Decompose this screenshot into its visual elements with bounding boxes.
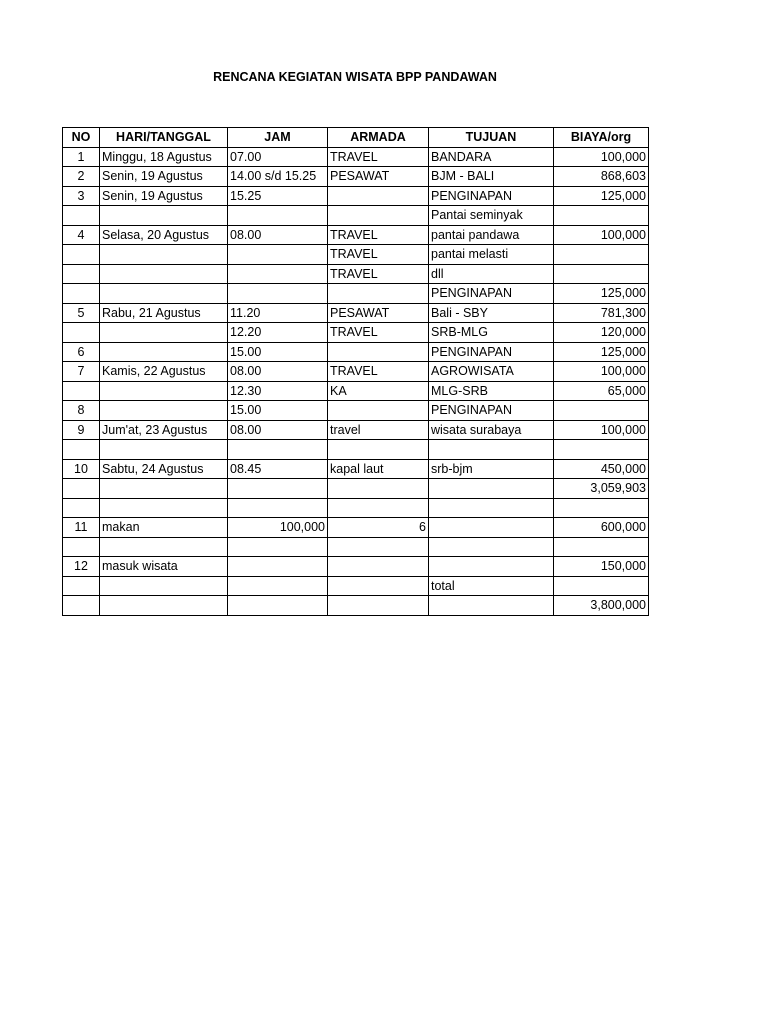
- cell-no[interactable]: 10: [63, 459, 100, 479]
- cell-no[interactable]: 8: [63, 401, 100, 421]
- cell-armada[interactable]: TRAVEL: [328, 147, 429, 167]
- cell-biaya[interactable]: 65,000: [554, 381, 649, 401]
- cell-jam[interactable]: 08.00: [228, 225, 328, 245]
- header-jam[interactable]: JAM: [228, 128, 328, 148]
- cell-no[interactable]: [63, 479, 100, 499]
- cell-biaya[interactable]: 3,059,903: [554, 479, 649, 499]
- cell-hari-tanggal[interactable]: [100, 596, 228, 616]
- cell-jam[interactable]: [228, 537, 328, 557]
- cell-hari-tanggal[interactable]: [100, 245, 228, 265]
- table-row: [63, 284, 649, 304]
- cell-armada[interactable]: TRAVEL: [328, 245, 429, 265]
- cell-hari-tanggal[interactable]: [100, 284, 228, 304]
- table-row: [63, 420, 649, 440]
- cell-armada[interactable]: KA: [328, 381, 429, 401]
- cell-tujuan[interactable]: AGROWISATA: [429, 362, 554, 382]
- cell-jam[interactable]: [228, 206, 328, 226]
- cell-hari-tanggal[interactable]: [100, 576, 228, 596]
- cell-armada[interactable]: [328, 206, 429, 226]
- cell-hari-tanggal[interactable]: masuk wisata: [100, 557, 228, 577]
- cell-no[interactable]: 12: [63, 557, 100, 577]
- cell-armada[interactable]: [328, 479, 429, 499]
- cell-tujuan[interactable]: MLG-SRB: [429, 381, 554, 401]
- cell-biaya[interactable]: 450,000: [554, 459, 649, 479]
- cell-armada[interactable]: [328, 186, 429, 206]
- table-body: [63, 147, 649, 615]
- cell-biaya[interactable]: 868,603: [554, 167, 649, 187]
- table-row: [63, 381, 649, 401]
- cell-jam[interactable]: [228, 557, 328, 577]
- cell-no[interactable]: 6: [63, 342, 100, 362]
- cell-no[interactable]: [63, 206, 100, 226]
- cell-biaya[interactable]: [554, 206, 649, 226]
- cell-armada[interactable]: TRAVEL: [328, 225, 429, 245]
- cell-hari-tanggal[interactable]: [100, 264, 228, 284]
- cell-no[interactable]: 4: [63, 225, 100, 245]
- table-row: [63, 186, 649, 206]
- cell-jam[interactable]: 15.00: [228, 342, 328, 362]
- cell-hari-tanggal[interactable]: Selasa, 20 Agustus: [100, 225, 228, 245]
- cell-no[interactable]: [63, 381, 100, 401]
- cell-tujuan[interactable]: SRB-MLG: [429, 323, 554, 343]
- cell-hari-tanggal[interactable]: [100, 206, 228, 226]
- cell-jam[interactable]: 08.00: [228, 362, 328, 382]
- table-row: [63, 167, 649, 187]
- table-row: [63, 479, 649, 499]
- cell-jam[interactable]: [228, 440, 328, 460]
- cell-biaya[interactable]: 600,000: [554, 518, 649, 538]
- cell-biaya[interactable]: 3,800,000: [554, 596, 649, 616]
- cell-hari-tanggal[interactable]: [100, 342, 228, 362]
- cell-biaya[interactable]: 100,000: [554, 147, 649, 167]
- cell-armada[interactable]: TRAVEL: [328, 264, 429, 284]
- table-row: [63, 440, 649, 460]
- cell-jam[interactable]: 11.20: [228, 303, 328, 323]
- cell-hari-tanggal[interactable]: [100, 440, 228, 460]
- cell-hari-tanggal[interactable]: [100, 537, 228, 557]
- cell-no[interactable]: [63, 576, 100, 596]
- cell-no[interactable]: 7: [63, 362, 100, 382]
- table-row: [63, 342, 649, 362]
- cell-tujuan[interactable]: PENGINAPAN: [429, 284, 554, 304]
- cell-hari-tanggal[interactable]: [100, 381, 228, 401]
- cell-tujuan[interactable]: Bali - SBY: [429, 303, 554, 323]
- cell-hari-tanggal[interactable]: makan: [100, 518, 228, 538]
- cell-hari-tanggal[interactable]: [100, 498, 228, 518]
- cell-biaya[interactable]: 100,000: [554, 362, 649, 382]
- cell-tujuan[interactable]: dll: [429, 264, 554, 284]
- cell-jam[interactable]: [228, 284, 328, 304]
- cell-jam[interactable]: [228, 479, 328, 499]
- table-row: [63, 498, 649, 518]
- cell-armada[interactable]: kapal laut: [328, 459, 429, 479]
- cell-biaya[interactable]: [554, 264, 649, 284]
- cell-biaya[interactable]: 125,000: [554, 342, 649, 362]
- cell-tujuan[interactable]: [429, 440, 554, 460]
- cell-biaya[interactable]: 150,000: [554, 557, 649, 577]
- cell-no[interactable]: [63, 537, 100, 557]
- cell-biaya[interactable]: [554, 401, 649, 421]
- header-row: [63, 128, 649, 148]
- cell-tujuan[interactable]: PENGINAPAN: [429, 401, 554, 421]
- cell-no[interactable]: 2: [63, 167, 100, 187]
- cell-armada[interactable]: TRAVEL: [328, 362, 429, 382]
- cell-armada[interactable]: [328, 596, 429, 616]
- cell-no[interactable]: 1: [63, 147, 100, 167]
- cell-biaya[interactable]: [554, 537, 649, 557]
- table-row: [63, 303, 649, 323]
- header-tujuan[interactable]: TUJUAN: [429, 128, 554, 148]
- cell-no[interactable]: 3: [63, 186, 100, 206]
- cell-jam[interactable]: 08.45: [228, 459, 328, 479]
- cell-armada[interactable]: PESAWAT: [328, 303, 429, 323]
- cell-tujuan[interactable]: srb-bjm: [429, 459, 554, 479]
- cell-tujuan[interactable]: BJM - BALI: [429, 167, 554, 187]
- cell-tujuan[interactable]: wisata surabaya: [429, 420, 554, 440]
- cell-jam[interactable]: 100,000: [228, 518, 328, 538]
- cell-jam[interactable]: 08.00: [228, 420, 328, 440]
- cell-biaya[interactable]: [554, 245, 649, 265]
- cell-jam[interactable]: [228, 596, 328, 616]
- cell-no[interactable]: 5: [63, 303, 100, 323]
- header-no[interactable]: NO: [63, 128, 100, 148]
- table-row: [63, 225, 649, 245]
- cell-jam[interactable]: [228, 498, 328, 518]
- table-row: [63, 147, 649, 167]
- cell-no[interactable]: [63, 498, 100, 518]
- cell-no[interactable]: [63, 264, 100, 284]
- header-biaya[interactable]: BIAYA/org: [554, 128, 649, 148]
- cell-no[interactable]: [63, 440, 100, 460]
- cell-tujuan[interactable]: [429, 596, 554, 616]
- cell-biaya[interactable]: 120,000: [554, 323, 649, 343]
- cell-no[interactable]: [63, 284, 100, 304]
- cell-hari-tanggal[interactable]: Rabu, 21 Agustus: [100, 303, 228, 323]
- cell-biaya[interactable]: 100,000: [554, 420, 649, 440]
- cell-jam[interactable]: 12.30: [228, 381, 328, 401]
- cell-jam[interactable]: [228, 576, 328, 596]
- cell-biaya[interactable]: 125,000: [554, 284, 649, 304]
- cell-armada[interactable]: [328, 401, 429, 421]
- table-row: [63, 362, 649, 382]
- cell-hari-tanggal[interactable]: [100, 479, 228, 499]
- table-row: [63, 537, 649, 557]
- cell-jam[interactable]: 07.00: [228, 147, 328, 167]
- cell-armada[interactable]: [328, 557, 429, 577]
- cell-tujuan[interactable]: total: [429, 576, 554, 596]
- cell-jam[interactable]: [228, 264, 328, 284]
- cell-tujuan[interactable]: [429, 479, 554, 499]
- cell-hari-tanggal[interactable]: Senin, 19 Agustus: [100, 167, 228, 187]
- cell-tujuan[interactable]: pantai pandawa: [429, 225, 554, 245]
- cell-tujuan[interactable]: PENGINAPAN: [429, 342, 554, 362]
- cell-armada[interactable]: travel: [328, 420, 429, 440]
- cell-no[interactable]: 11: [63, 518, 100, 538]
- cell-tujuan[interactable]: BANDARA: [429, 147, 554, 167]
- table-row: [63, 596, 649, 616]
- cell-hari-tanggal[interactable]: Senin, 19 Agustus: [100, 186, 228, 206]
- cell-jam[interactable]: 15.00: [228, 401, 328, 421]
- cell-armada[interactable]: [328, 498, 429, 518]
- cell-armada[interactable]: [328, 342, 429, 362]
- cell-hari-tanggal[interactable]: [100, 401, 228, 421]
- cell-tujuan[interactable]: [429, 498, 554, 518]
- table-row: [63, 459, 649, 479]
- cell-no[interactable]: [63, 596, 100, 616]
- cell-jam[interactable]: 12.20: [228, 323, 328, 343]
- cell-hari-tanggal[interactable]: Jum'at, 23 Agustus: [100, 420, 228, 440]
- cell-biaya[interactable]: 781,300: [554, 303, 649, 323]
- cell-armada[interactable]: [328, 537, 429, 557]
- cell-armada[interactable]: [328, 440, 429, 460]
- cell-hari-tanggal[interactable]: Kamis, 22 Agustus: [100, 362, 228, 382]
- cell-tujuan[interactable]: PENGINAPAN: [429, 186, 554, 206]
- cell-biaya[interactable]: [554, 440, 649, 460]
- itinerary-table: [62, 127, 649, 616]
- cell-biaya[interactable]: 100,000: [554, 225, 649, 245]
- table-row: [63, 576, 649, 596]
- table-row: [63, 245, 649, 265]
- cell-tujuan[interactable]: [429, 537, 554, 557]
- cell-tujuan[interactable]: pantai melasti: [429, 245, 554, 265]
- table-row: [63, 323, 649, 343]
- cell-hari-tanggal[interactable]: [100, 323, 228, 343]
- cell-jam[interactable]: [228, 245, 328, 265]
- cell-hari-tanggal[interactable]: Minggu, 18 Agustus: [100, 147, 228, 167]
- cell-biaya[interactable]: [554, 498, 649, 518]
- cell-no[interactable]: [63, 323, 100, 343]
- header-hari-tanggal[interactable]: HARI/TANGGAL: [100, 128, 228, 148]
- cell-hari-tanggal[interactable]: Sabtu, 24 Agustus: [100, 459, 228, 479]
- cell-tujuan[interactable]: Pantai seminyak: [429, 206, 554, 226]
- header-armada[interactable]: ARMADA: [328, 128, 429, 148]
- cell-no[interactable]: 9: [63, 420, 100, 440]
- table-row: [63, 518, 649, 538]
- table-row: [63, 264, 649, 284]
- sheet-title: RENCANA KEGIATAN WISATA BPP PANDAWAN: [213, 70, 497, 84]
- table-row: [63, 206, 649, 226]
- cell-armada[interactable]: TRAVEL: [328, 323, 429, 343]
- cell-biaya[interactable]: 125,000: [554, 186, 649, 206]
- cell-armada[interactable]: [328, 576, 429, 596]
- cell-tujuan[interactable]: [429, 557, 554, 577]
- cell-armada[interactable]: PESAWAT: [328, 167, 429, 187]
- table-row: [63, 557, 649, 577]
- cell-jam[interactable]: 14.00 s/d 15.25: [228, 167, 328, 187]
- table-row: [63, 401, 649, 421]
- cell-tujuan[interactable]: [429, 518, 554, 538]
- cell-armada[interactable]: 6: [328, 518, 429, 538]
- cell-jam[interactable]: 15.25: [228, 186, 328, 206]
- cell-no[interactable]: [63, 245, 100, 265]
- cell-biaya[interactable]: [554, 576, 649, 596]
- cell-armada[interactable]: [328, 284, 429, 304]
